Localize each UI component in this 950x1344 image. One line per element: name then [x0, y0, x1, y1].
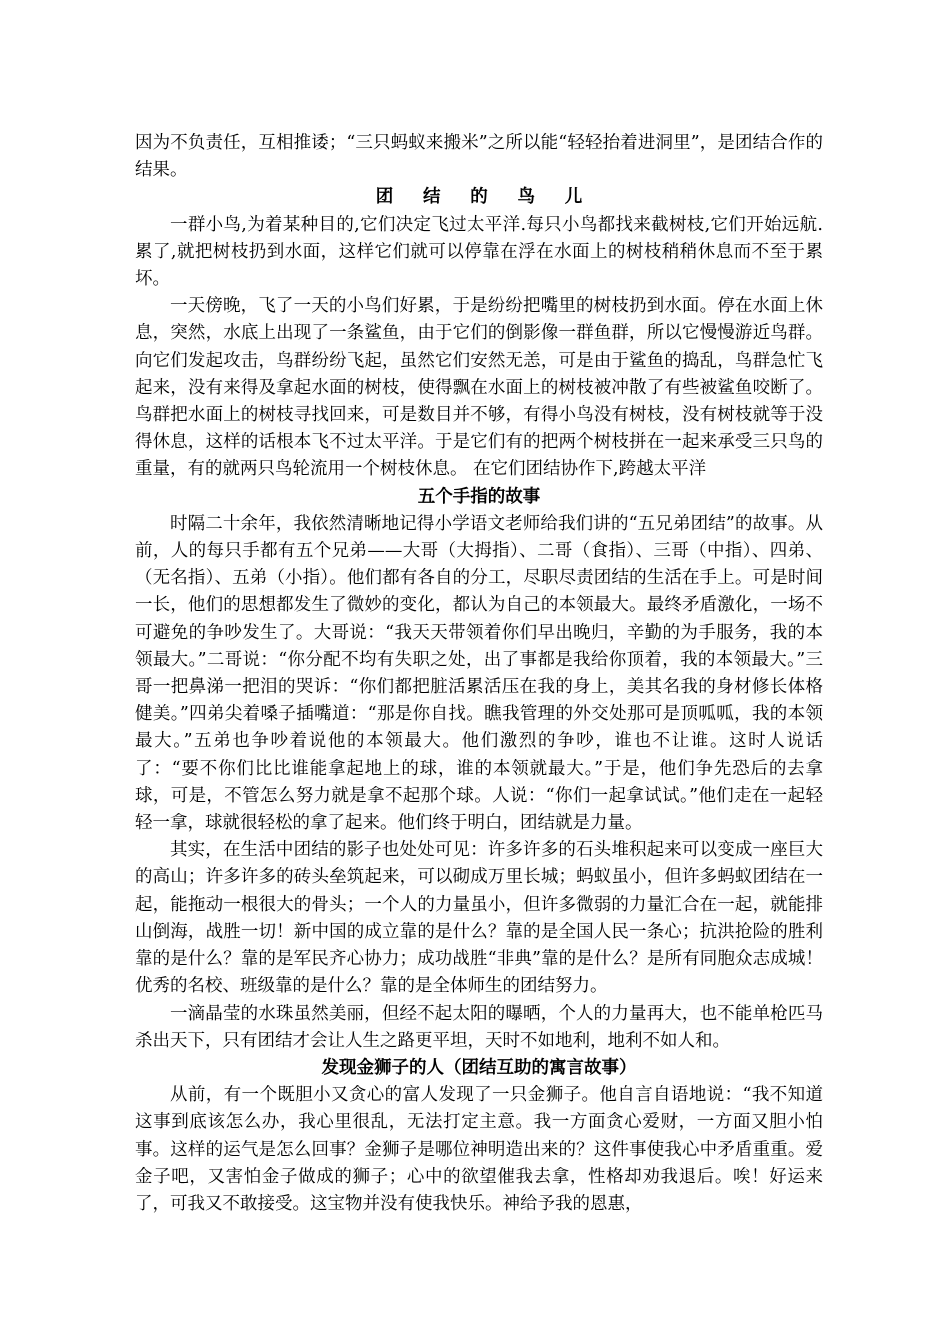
- story-title-united-birds: 团结的鸟儿: [375, 187, 612, 208]
- opening-paragraph: 因为不负责任，互相推诿；“三只蚂蚁来搬米”之所以能“轻轻抬着进洞里”，是团结合作的结果。: [135, 133, 823, 181]
- document-page: [135, 130, 823, 1218]
- story-paragraph: 一滴晶莹的水珠虽然美丽，但经不起太阳的曝晒，个人的力量再大，也不能单枪匹马杀出天下，只有团结才会让人生之路更平坦，天时不如地利，地利不如人和。: [135, 1003, 823, 1051]
- story-paragraph: 其实，在生活中团结的影子也处处可见：许多许多的石头堆积起来可以变成一座巨大的高山；许多许多的砖头垒筑起来，可以砌成万里长城；蚂蚁虽小，但许多蚂蚁团结在一起，能拖动一根很大的骨头；一个人的力量虽小，但许多微弱的力量汇合在一起，就能排山倒海，战胜一切！新中国的成立靠的是什么？靠的是全国人民一条心；抗洪抢险的胜利靠的是什么？靠的是军民齐心协力；成功战胜“非典”靠的是什么？是所有同胞众志成城！优秀的名校、班级靠的是什么？靠的是全体师生的团结努力。: [135, 840, 823, 997]
- story-title-five-fingers: 五个手指的故事: [417, 486, 541, 507]
- story-paragraph: 从前，有一个既胆小又贪心的富人发现了一只金狮子。他自言自语地说：“我不知道这事到底该怎么办，我心里很乱，无法打定主意。我一方面贪心爱财，一方面又胆小怕事。这样的运气是怎么回事？金狮子是哪位神明造出来的？这件事使我心中矛盾重重。爱金子吧，又害怕金子做成的狮子；心中的欲望催我去拿，性格却劝我退后。唉！好运来了，可我又不敢接受。这宝物并没有使我快乐。神给予我的恩惠，: [135, 1085, 823, 1214]
- story-paragraph: 一天傍晚，飞了一天的小鸟们好累，于是纷纷把嘴里的树枝扔到水面。停在水面上休息，突然，水底上出现了一条鲨鱼，由于它们的倒影像一群鱼群，所以它慢慢游近鸟群。向它们发起攻击，鸟群纷纷飞起，虽然它们安然无恙，可是由于鲨鱼的捣乱，鸟群急忙飞起来，没有来得及拿起水面的树枝，使得飘在水面上的树枝被冲散了有些被鲨鱼咬断了。鸟群把水面上的树枝寻找回来，可是数目并不够，有得小鸟没有树枝，没有树枝就等于没得休息，这样的话根本飞不过太平洋。于是它们有的把两个树枝拼在一起来承受三只鸟的重量，有的就两只鸟轮流用一个树枝休息。 在它们团结协作下,跨越太平洋: [135, 296, 823, 480]
- story-paragraph: 一群小鸟,为着某种目的,它们决定飞过太平洋.每只小鸟都找来截树枝,它们开始远航.累了,就把树枝扔到水面，这样它们就可以停靠在浮在水面上的树枝稍稍休息而不至于累坏。: [135, 214, 823, 290]
- story-title-golden-lion: 发现金狮子的人（团结互助的寓言故事）: [321, 1057, 637, 1078]
- story-paragraph: 时隔二十余年，我依然清晰地记得小学语文老师给我们讲的“五兄弟团结”的故事。从前，人的每只手都有五个兄弟——大哥（大拇指）、二哥（食指）、三哥（中指）、四弟、（无名指）、五弟（小指）。他们都有各自的分工，尽职尽责团结的生活在手上。可是时间一长，他们的思想都发生了微妙的变化，都认为自己的本领最大。最终矛盾激化，一场不可避免的争吵发生了。大哥说：“我天天带领着你们早出晚归，辛勤的为手服务，我的本领最大。”二哥说：“你分配不均有失职之处，出了事都是我给你顶着，我的本领最大。”三哥一把鼻涕一把泪的哭诉：“你们都把脏活累活压在我的身上，美其名我的身材修长体格健美。”四弟尖着嗓子插嘴道：“那是你自找。瞧我管理的外交处那可是顶呱呱，我的本领最大。”五弟也争吵着说他的本领最大。他们激烈的争吵，谁也不让谁。这时人说话了：“要不你们比比谁能拿起地上的球，谁的本领就最大。”于是，他们争先恐后的去拿球，可是，不管怎么努力就是拿不起那个球。人说：“你们一起拿试试。”他们走在一起轻轻一拿，球就很轻松的拿了起来。他们终于明白，团结就是力量。: [135, 513, 823, 834]
